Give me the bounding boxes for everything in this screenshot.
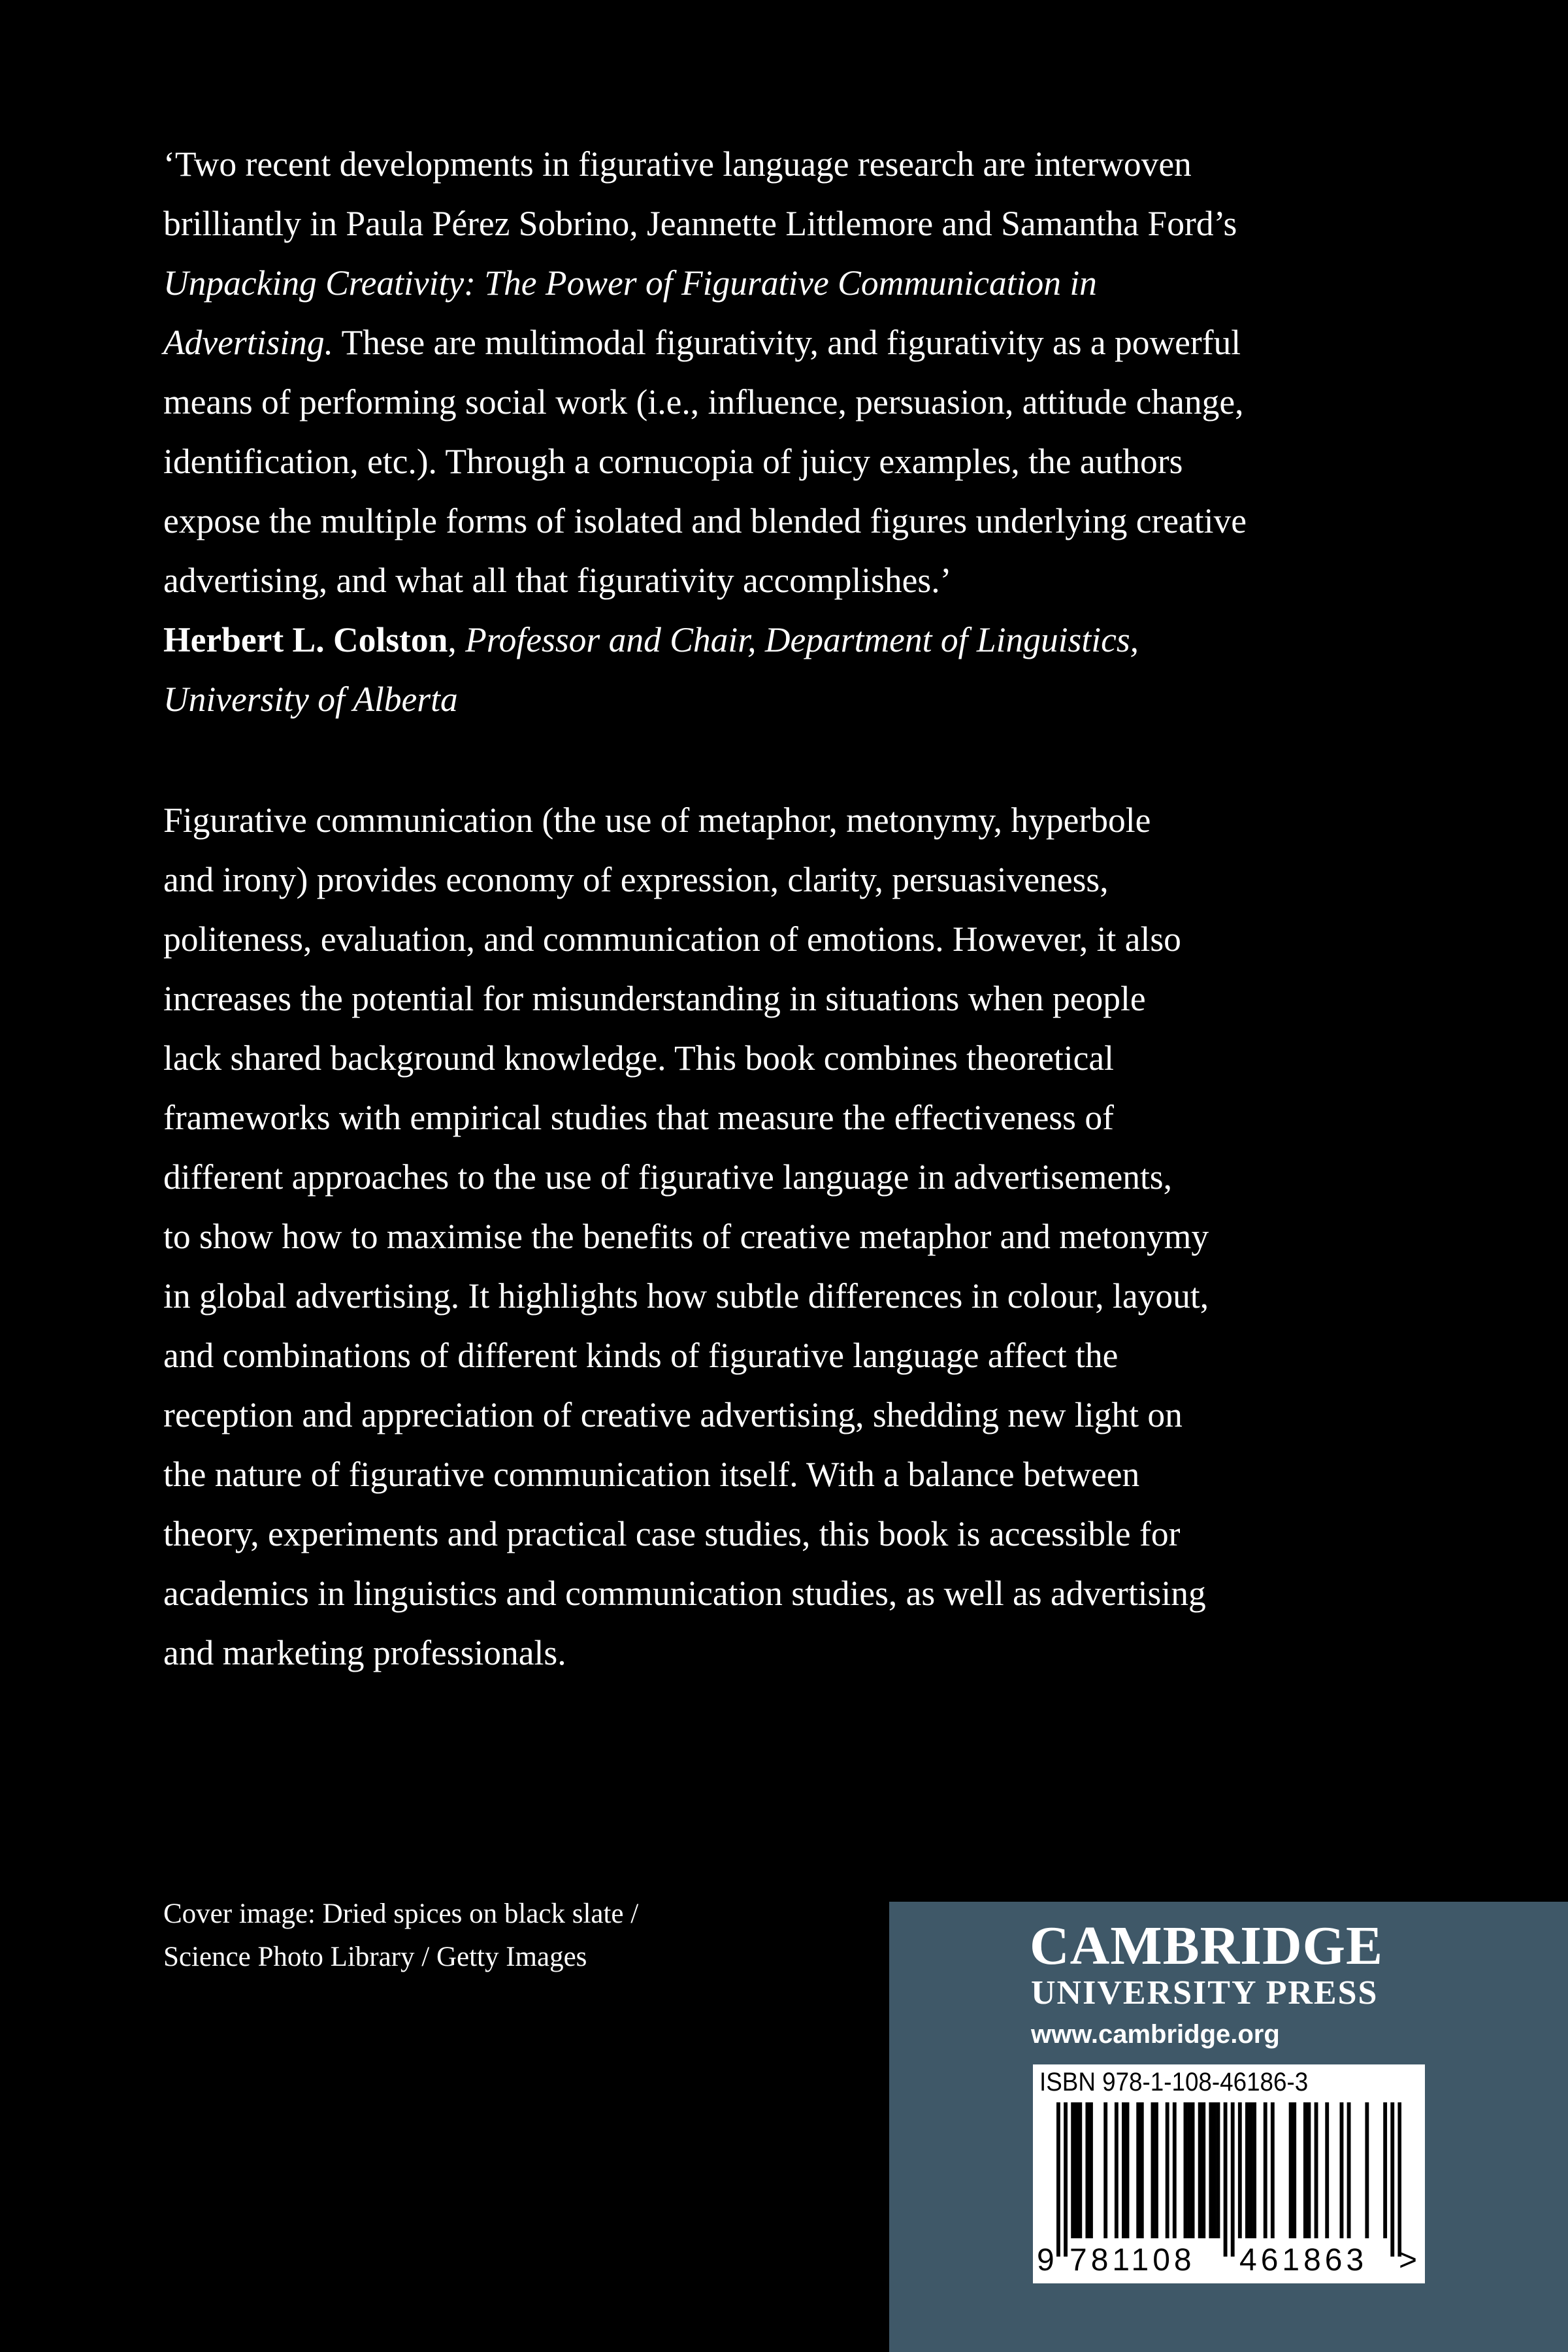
barcode-bar <box>1154 2102 1158 2238</box>
attribution-separator: , <box>448 620 466 659</box>
isbn-barcode <box>1033 2064 1425 2283</box>
barcode-digits <box>1033 2242 1425 2281</box>
barcode-bar <box>1173 2102 1177 2238</box>
barcode-bar <box>1122 2102 1126 2238</box>
description-line: academics in linguistics and communication studies, as well as advertising <box>163 1574 1206 1613</box>
quote-line-book-title: Unpacking Creativity: The Power of Figurative Communication in <box>163 263 1097 303</box>
barcode-bar <box>1249 2102 1253 2238</box>
quote-line: identification, etc.). Through a cornucopia of juicy examples, the authors <box>163 442 1183 481</box>
barcode-bars <box>1056 2102 1401 2259</box>
barcode-bar <box>1089 2102 1093 2238</box>
barcode-bar <box>1289 2102 1293 2238</box>
barcode-quiet-zone-arrow: > <box>1399 2243 1418 2277</box>
description-line: the nature of figurative communication itself. With a balance between <box>163 1455 1140 1494</box>
quote-line: ‘Two recent developments in figurative language research are interwoven <box>163 144 1192 184</box>
barcode-bar <box>1115 2102 1119 2238</box>
quote-line: advertising, and what all that figurativity accomplishes.’ <box>163 561 952 600</box>
endorsement-quote <box>163 135 1346 729</box>
barcode-bar <box>1245 2102 1249 2238</box>
quote-line: brilliantly in Paula Pérez Sobrino, Jeannette Littlemore and Samantha Ford’s <box>163 204 1237 243</box>
barcode-guard-bar <box>1231 2102 1235 2257</box>
description-line: Figurative communication (the use of metaphor, metonymy, hyperbole <box>163 801 1151 840</box>
description-line: and marketing professionals. <box>163 1633 566 1672</box>
barcode-bar <box>1151 2102 1155 2238</box>
barcode-right-digits: 461863 <box>1239 2243 1368 2277</box>
barcode-bar <box>1136 2102 1140 2238</box>
description-line: in global advertising. It highlights how subtle differences in colour, layout, <box>163 1276 1209 1316</box>
description-line: reception and appreciation of creative advertising, shedding new light on <box>163 1395 1183 1434</box>
barcode-left-digits: 781108 <box>1070 2243 1196 2277</box>
description-line: lack shared background knowledge. This book combines theoretical <box>163 1038 1114 1078</box>
description-line: politeness, evaluation, and communication of emotions. However, it also <box>163 919 1181 959</box>
description-line: to show how to maximise the benefits of creative metaphor and metonymy <box>163 1217 1209 1256</box>
barcode-guard-bar <box>1064 2102 1068 2257</box>
cover-image-credit <box>163 1893 638 1979</box>
publisher-name: CAMBRIDGE <box>1030 1915 1384 1976</box>
attribution-role: Professor and Chair, Department of Linguistics, <box>465 620 1139 659</box>
barcode-bar <box>1271 2102 1275 2238</box>
barcode-bar <box>1209 2102 1213 2238</box>
barcode-bar <box>1140 2102 1144 2238</box>
barcode-bar <box>1103 2102 1107 2238</box>
barcode-bar <box>1198 2102 1202 2238</box>
barcode-bar <box>1347 2102 1351 2238</box>
barcode-bar <box>1383 2102 1387 2238</box>
barcode-guard-bar <box>1224 2102 1228 2257</box>
credit-line: Science Photo Library / Getty Images <box>163 1942 587 1972</box>
description-line: frameworks with empirical studies that measure the effectiveness of <box>163 1098 1114 1137</box>
quote-line: means of performing social work (i.e., influence, persuasion, attitude change, <box>163 382 1244 422</box>
description-line: different approaches to the use of figurative language in advertisements, <box>163 1157 1173 1197</box>
barcode-bar <box>1292 2102 1296 2238</box>
attribution-affiliation: University of Alberta <box>163 680 458 719</box>
quote-book-title-end: Advertising. <box>163 323 334 362</box>
description-line: theory, experiments and practical case studies, this book is accessible for <box>163 1514 1181 1553</box>
barcode-bar <box>1126 2102 1130 2238</box>
description-line: increases the potential for misunderstanding in situations when people <box>163 979 1146 1018</box>
barcode-bar <box>1201 2102 1205 2238</box>
barcode-guard-bar <box>1056 2102 1060 2257</box>
attribution-name: Herbert L. Colston <box>163 620 448 659</box>
description-line: and irony) provides economy of expression, clarity, persuasiveness, <box>163 860 1109 899</box>
barcode-guard-bar <box>1397 2102 1401 2257</box>
barcode-first-digit: 9 <box>1037 2243 1054 2277</box>
barcode-bar <box>1184 2102 1188 2238</box>
quote-line <box>163 313 1346 373</box>
publisher-url: www.cambridge.org <box>1031 2020 1280 2049</box>
barcode-bar <box>1187 2102 1191 2238</box>
barcode-bar <box>1071 2102 1075 2238</box>
publisher-panel <box>889 1902 1568 2352</box>
barcode-bar <box>1166 2102 1169 2238</box>
barcode-guard-bar <box>1390 2102 1394 2257</box>
publisher-subtitle: UNIVERSITY PRESS <box>1031 1974 1379 2012</box>
quote-attribution <box>163 610 1346 670</box>
barcode-bar <box>1213 2102 1217 2238</box>
barcode-bar <box>1191 2102 1195 2238</box>
barcode-bar <box>1085 2102 1089 2238</box>
barcode-bar <box>1264 2102 1267 2238</box>
isbn-label: ISBN 978-1-108-46186-3 <box>1039 2068 1309 2096</box>
barcode-bar <box>1340 2102 1344 2238</box>
book-description <box>163 791 1346 1683</box>
quote-line: expose the multiple forms of isolated and blended figures underlying creative <box>163 501 1247 540</box>
barcode-bar <box>1217 2102 1220 2238</box>
quote-text: These are multimodal figurativity, and figurativity as a powerful <box>333 323 1241 362</box>
barcode-bar <box>1325 2102 1329 2238</box>
description-line: and combinations of different kinds of figurative language affect the <box>163 1336 1119 1375</box>
barcode-bar <box>1365 2102 1369 2238</box>
barcode-bar <box>1303 2102 1307 2238</box>
barcode-bar <box>1078 2102 1082 2238</box>
barcode-bar <box>1252 2102 1256 2238</box>
barcode-bar <box>1238 2102 1242 2238</box>
barcode-bar <box>1307 2102 1311 2238</box>
barcode-bar <box>1315 2102 1318 2238</box>
barcode-bar <box>1075 2102 1079 2238</box>
credit-line: Cover image: Dried spices on black slate / <box>163 1898 639 1929</box>
